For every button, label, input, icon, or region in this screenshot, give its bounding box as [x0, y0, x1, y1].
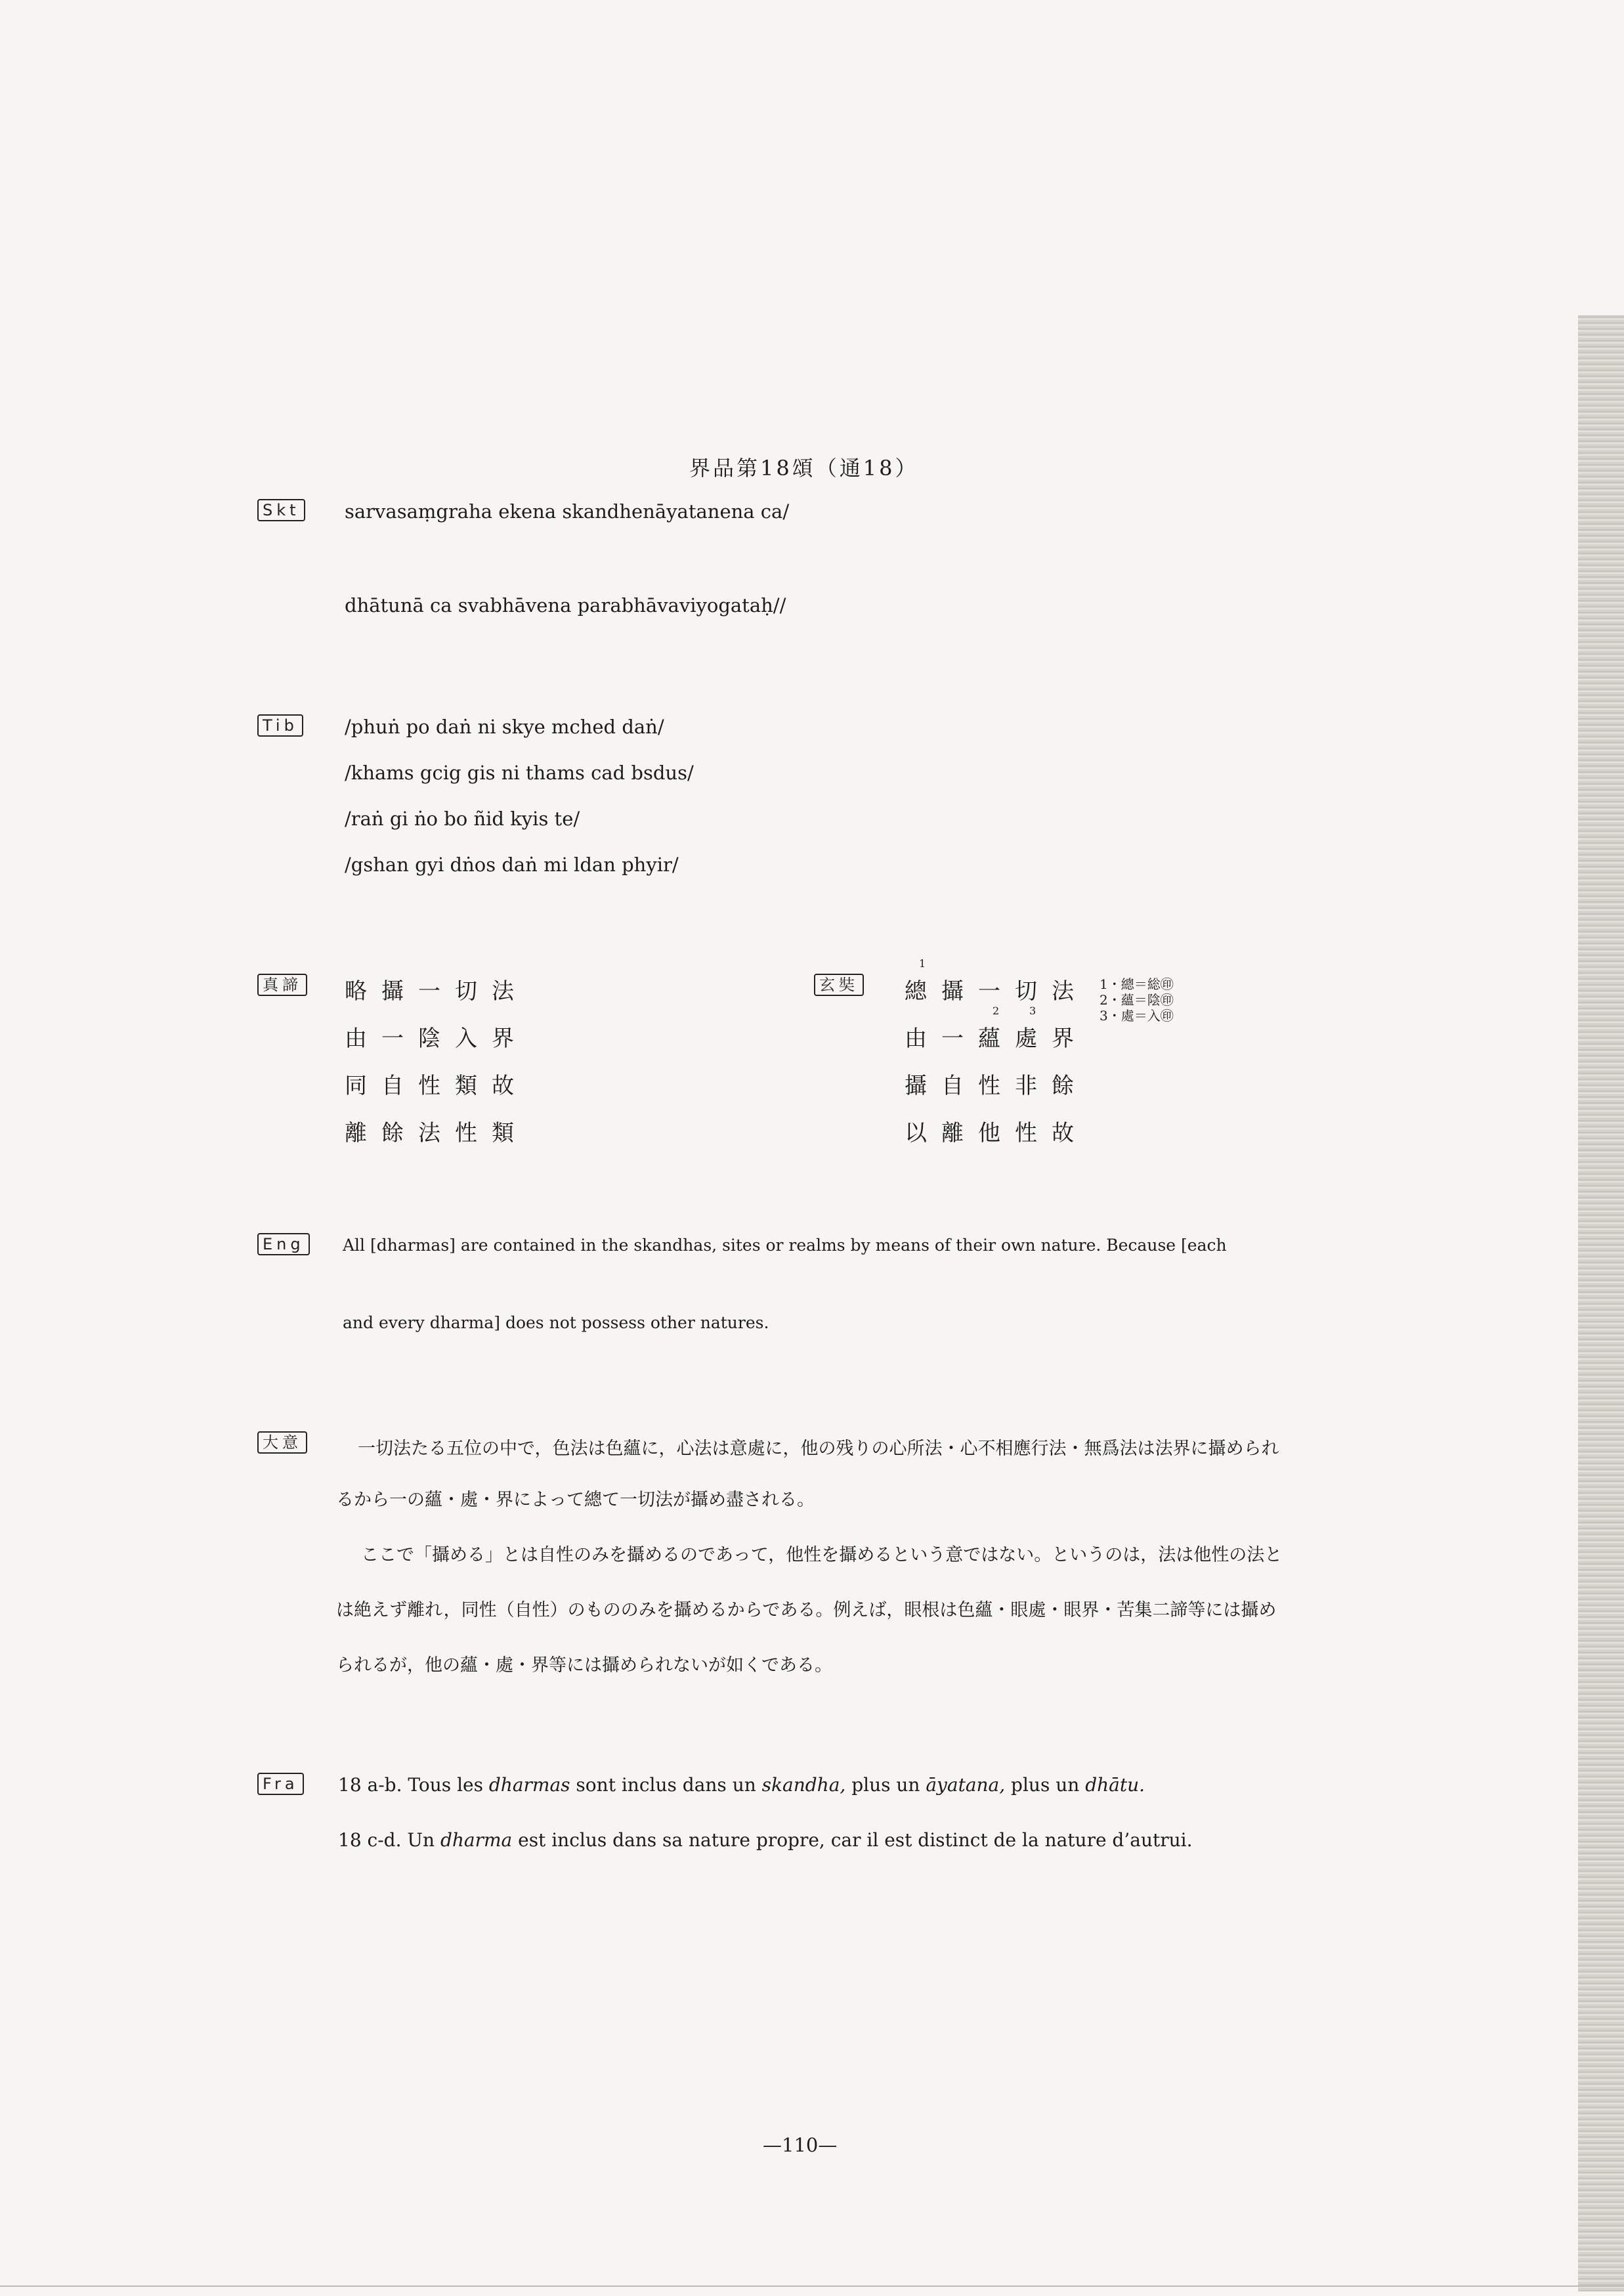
genjo-footnote-mark-3: 3	[1029, 1005, 1036, 1017]
genjo-note-3: 3・處＝入㊞	[1100, 1008, 1174, 1024]
scan-bottom-line	[0, 2285, 1624, 2287]
genjo-note-2: 2・蘊＝陰㊞	[1100, 992, 1174, 1008]
english-line-2: and every dharma] does not possess other natures.	[343, 1313, 769, 1332]
genjo-footnote-mark-2: 2	[993, 1005, 1000, 1017]
tibetan-line-3: /raṅ gi ṅo bo ñid kyis te/	[345, 808, 580, 830]
japanese-line-5: られるが，他の蘊・處・界等には攝められないが如くである。	[336, 1655, 832, 1676]
tibetan-line-1: /phuṅ po daṅ ni skye mched daṅ/	[345, 716, 664, 738]
japanese-line-3: ここで「攝める」とは自性のみを攝めるのであって，他性を攝めるという意ではない。というのは，法は他性の法と	[361, 1545, 1283, 1565]
genjo-note-1: 1・總＝総㊞	[1100, 976, 1174, 992]
tibetan-line-4: /gshan gyi dṅos daṅ mi ldan phyir/	[345, 854, 679, 876]
label-genjo: 玄奘	[814, 974, 864, 996]
japanese-line-2: るから一の蘊・處・界によって總て一切法が攝め盡される。	[336, 1490, 815, 1510]
shintai-line-4: 離餘法性類	[345, 1120, 528, 1146]
french-line-2: 18 c-d. Un dharma est inclus dans sa nature propre, car il est distinct de la nature d’autrui.	[338, 1829, 1193, 1851]
label-shintai: 真諦	[257, 974, 307, 996]
label-daii: 大意	[257, 1431, 307, 1454]
label-tib: Tib	[257, 714, 303, 737]
label-fra: Fra	[257, 1773, 304, 1795]
genjo-line-3: 攝自性非餘	[905, 1073, 1088, 1099]
shintai-line-1: 略攝一切法	[345, 978, 528, 1005]
shintai-line-3: 同自性類故	[345, 1073, 528, 1099]
japanese-line-1: 一切法たる五位の中で，色法は色蘊に，心法は意處に，他の残りの心所法・心不相應行法・無爲法は法界に攝められ	[358, 1439, 1279, 1459]
genjo-line-4: 以離他性故	[905, 1120, 1088, 1146]
genjo-line-2: 由一蘊處界	[905, 1026, 1088, 1052]
label-skt: Skt	[257, 499, 305, 521]
genjo-footnote-mark-1: 1	[919, 957, 926, 970]
sanskrit-line-1: sarvasaṃgraha ekena skandhenāyatanena ca/	[345, 500, 790, 523]
label-eng: Eng	[257, 1233, 310, 1255]
french-line-1: 18 a-b. Tous les dharmas sont inclus dans un skandha, plus un āyatana, plus un dhātu.	[338, 1774, 1145, 1796]
genjo-line-1: 總攝一切法	[905, 978, 1088, 1005]
japanese-line-4: は絶えず離れ，同性（自性）のもののみを攝めるからである。例えば，眼根は色蘊・眼處・眼界・苦集二諦等には攝め	[336, 1600, 1277, 1620]
page-title: 界品第18頌（通18）	[689, 456, 919, 481]
english-line-1: All [dharmas] are contained in the skandhas, sites or realms by means of their own nature. Because [each	[343, 1236, 1227, 1255]
page-number: —110—	[763, 2134, 838, 2156]
shintai-line-2: 由一陰入界	[345, 1026, 528, 1052]
scan-edge-shadow	[1578, 315, 1624, 2291]
tibetan-line-2: /khams gcig gis ni thams cad bsdus/	[345, 762, 694, 784]
sanskrit-line-2: dhātunā ca svabhāvena parabhāvaviyogataḥ//	[345, 594, 786, 617]
